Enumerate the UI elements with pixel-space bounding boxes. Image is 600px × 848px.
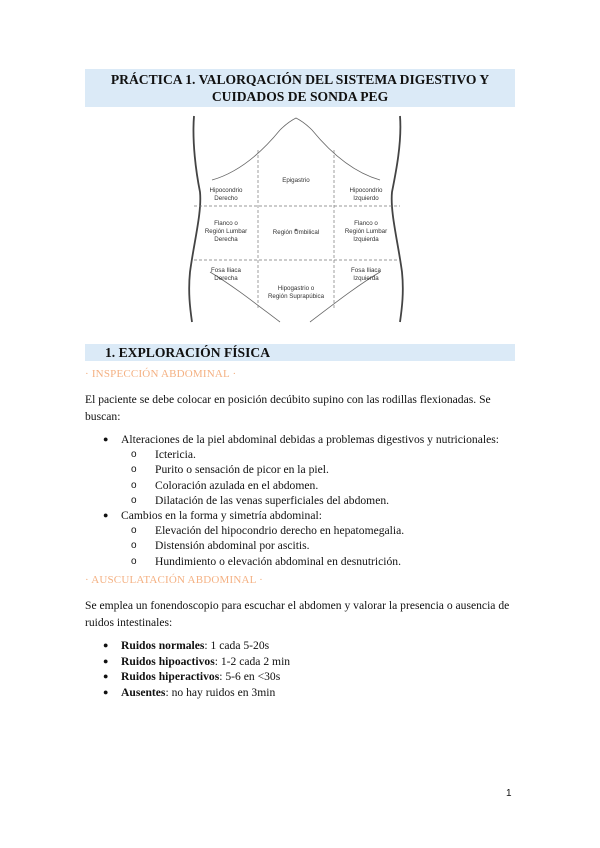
- bullet-icon: ●: [103, 640, 109, 650]
- list-item: [85, 508, 525, 569]
- label-flanco-derecho-2: Región Lumbar: [204, 228, 248, 235]
- list-item: [85, 669, 525, 685]
- sub-bullet-icon: o: [131, 540, 137, 552]
- label-hipogastrio-2: Región Suprapúbica: [267, 293, 325, 300]
- list-item: [85, 638, 525, 654]
- page-title: [85, 69, 515, 107]
- label-flanco-derecho-1: Flanco o: [214, 220, 238, 227]
- sub-list-item-text: Dilatación de las venas superficiales del abdomen.: [155, 493, 390, 507]
- subheading-auscultacion: · AUSCULATACIÓN ABDOMINAL ·: [85, 574, 263, 586]
- list-item-text: Alteraciones de la piel abdominal debidas a problemas digestivos y nutricionales:: [121, 433, 499, 446]
- ribcage-line: [212, 118, 380, 180]
- label-region-umbilical: Región Umbilical: [272, 229, 320, 236]
- label-hipocondrio-izquierdo-1: Hipocondrio: [349, 187, 383, 194]
- list-item: [85, 432, 525, 508]
- sub-list-item: [121, 554, 525, 569]
- label-fosa-izquierda-1: Fosa Iliaca: [351, 267, 381, 274]
- label-hipogastrio-1: Hipogastrio o: [277, 285, 315, 292]
- list-item-text: Cambios en la forma y simetría abdominal:: [121, 509, 322, 523]
- section-heading-exploracion: 1. EXPLORACIÓN FÍSICA: [85, 344, 515, 361]
- sub-list-item-text: Hundimiento o elevación abdominal en desnutrición.: [155, 554, 401, 568]
- page-title-line-1: PRÁCTICA 1. VALORQACIÓN DEL SISTEMA DIGESTIVO Y: [110, 72, 490, 87]
- sub-bullet-icon: o: [131, 449, 137, 461]
- sub-bullet-icon: o: [131, 555, 137, 567]
- list-item: [85, 685, 525, 701]
- sub-list-item: [121, 493, 525, 508]
- sub-list-item-text: Distensión abdominal por ascitis.: [155, 539, 310, 553]
- sub-list-item-text: Ictericia.: [155, 448, 196, 462]
- label-hipocondrio-derecho-1: Hipocondrio: [209, 187, 243, 194]
- list-item-desc: : 5-6 en <30s: [219, 670, 281, 684]
- sub-list-item: [121, 523, 525, 538]
- auscultacion-intro: Se emplea un fonendoscopio para escuchar el abdomen y valorar la presencia o ausencia de ruidos intestinales:: [85, 599, 510, 629]
- bullet-icon: ●: [103, 434, 109, 444]
- list-item: [85, 654, 525, 670]
- list-item-term: Ruidos hipoactivos: [121, 654, 215, 668]
- auscultacion-list: [85, 638, 525, 700]
- label-flanco-derecho-3: Derecha: [214, 236, 238, 243]
- sub-list-item: [121, 478, 525, 493]
- bullet-icon: ●: [103, 655, 109, 666]
- bullet-icon: ●: [103, 510, 109, 521]
- bullet-icon: ●: [103, 686, 109, 697]
- list-item-desc: : 1 cada 5-20s: [204, 639, 270, 652]
- bullet-icon: ●: [103, 671, 109, 682]
- list-item-desc: : 1-2 cada 2 min: [214, 654, 291, 668]
- sub-bullet-icon: o: [131, 525, 137, 537]
- label-fosa-derecha-2: Derecha: [214, 275, 238, 282]
- page-title-line-2: CUIDADOS DE SONDA PEG: [211, 89, 389, 104]
- sub-list: [121, 447, 525, 508]
- inspeccion-intro: El paciente se debe colocar en posición decúbito supino con las rodillas flexionadas. Se buscan:: [85, 393, 491, 423]
- label-hipocondrio-derecho-2: Derecho: [214, 195, 238, 202]
- sub-bullet-icon: o: [131, 479, 137, 491]
- page-number: 1: [506, 788, 512, 799]
- list-item-term: Ruidos normales: [121, 639, 205, 652]
- sub-list-item: [121, 538, 525, 553]
- sub-list: [121, 523, 525, 569]
- sub-list-item-text: Coloración azulada en el abdomen.: [155, 478, 319, 492]
- sub-bullet-icon: o: [131, 464, 137, 476]
- torso-outline-right: [189, 116, 200, 322]
- list-item-desc: : no hay ruidos en 3min: [165, 685, 276, 699]
- label-fosa-izquierda-2: Izquierda: [353, 275, 379, 282]
- torso-outline-left: [392, 116, 403, 322]
- inspeccion-list: [85, 432, 525, 569]
- abdominal-regions-svg: [180, 112, 410, 324]
- sub-list-item-text: Elevación del hipocondrio derecho en hepatomegalia.: [155, 524, 405, 538]
- sub-list-item: [121, 462, 525, 477]
- subheading-inspeccion: · INSPECCIÓN ABDOMINAL ·: [85, 368, 237, 380]
- label-hipocondrio-izquierdo-2: Izquierdo: [353, 195, 379, 202]
- label-flanco-izquierdo-3: Izquierda: [353, 236, 379, 243]
- label-fosa-derecha-1: Fosa Iliaca: [211, 267, 241, 274]
- label-flanco-izquierdo-1: Flanco o: [354, 220, 378, 227]
- list-item-term: Ruidos hiperactivos: [121, 670, 220, 684]
- abdominal-regions-diagram: [180, 112, 410, 324]
- sub-bullet-icon: o: [131, 494, 137, 506]
- list-item-term: Ausentes: [121, 685, 166, 699]
- label-flanco-izquierdo-2: Región Lumbar: [344, 228, 388, 235]
- label-epigastrio: Epigastrio: [282, 177, 310, 184]
- sub-list-item: [121, 447, 525, 462]
- sub-list-item-text: Purito o sensación de picor en la piel.: [155, 463, 329, 477]
